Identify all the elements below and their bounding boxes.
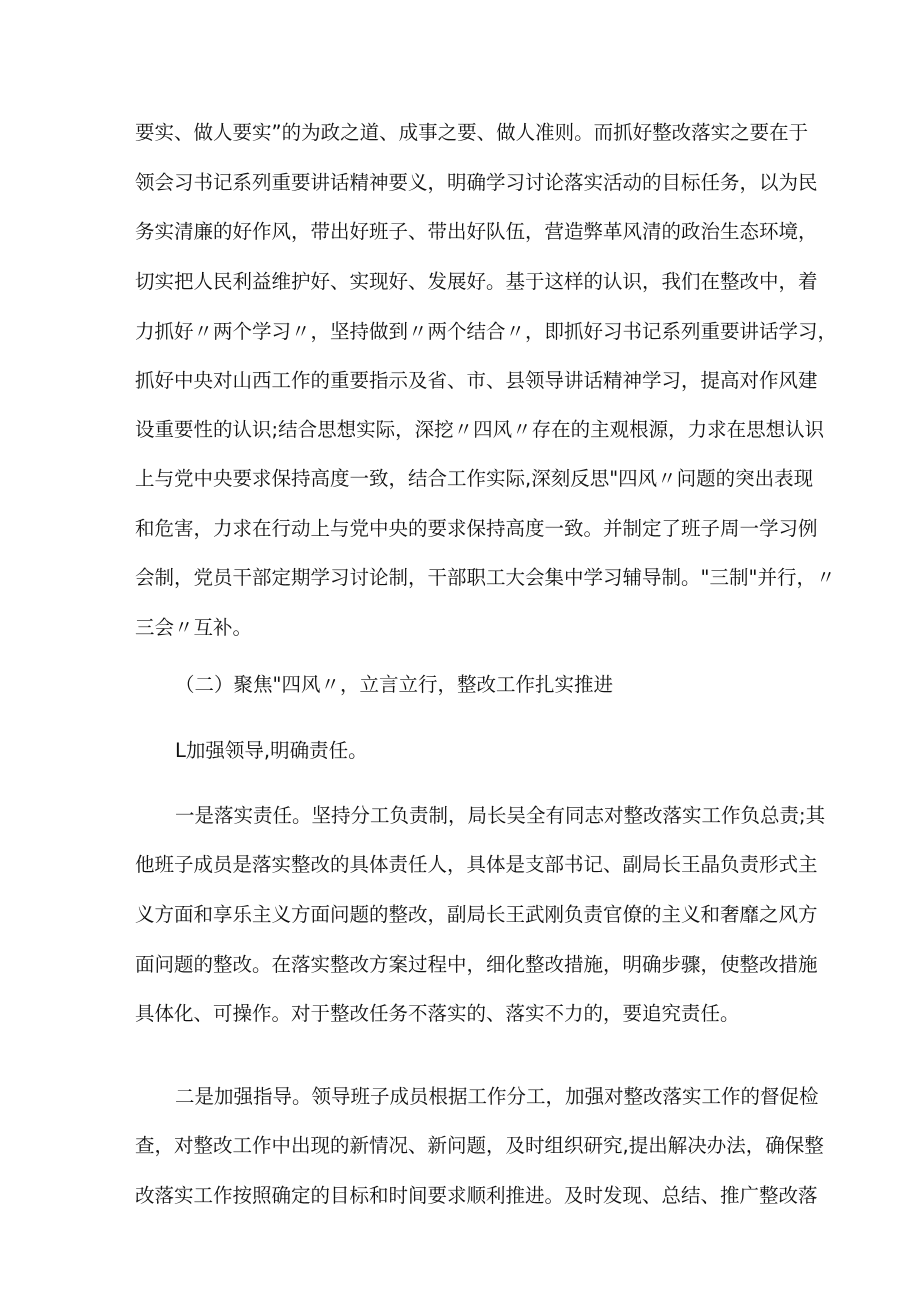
text-line: 和危害，力求在行动上与党中央的要求保持高度一致。并制定了班子周一学习例 <box>135 517 818 540</box>
text-line: 力抓好〃两个学习〃，坚持做到〃两个结合〃，即抓好习书记系列重要讲话学习， <box>135 320 838 343</box>
text-line: 会制，党员干部定期学习讨论制，干部职工大会集中学习辅导制。"三制"并行，〃 <box>135 566 836 589</box>
text-line: 务实清廉的好作风，带出好班子、带出好队伍，营造弊革风清的政治生态环境， <box>135 220 818 243</box>
text-line: 抓好中央对山西工作的重要指示及省、市、县领导讲话精神学习，提高对作风建 <box>135 369 818 392</box>
text-line: 领会习书记系列重要讲话精神要义，明确学习讨论落实活动的目标任务，以为民 <box>135 171 818 194</box>
text-line: 切实把人民利益维护好、实现好、发展好。基于这样的认识，我们在整改中，着 <box>135 270 818 293</box>
text-line: 一是落实责任。坚持分工负责制，局长吴全有同志对整改落实工作负总责;其 <box>175 804 826 827</box>
text-line: 他班子成员是落实整改的具体责任人，具体是支部书记、副局长王晶负责形式主 <box>135 853 818 876</box>
text-line: 二是加强指导。领导班子成员根据工作分工，加强对整改落实工作的督促检 <box>175 1085 819 1108</box>
text-line: 查，对整改工作中出现的新情况、新问题，及时组织研究,提出解决办法，确保整 <box>135 1134 824 1157</box>
subsection-heading: L加强领导,明确责任。 <box>175 739 368 762</box>
text-line: 三会〃互补。 <box>135 616 253 639</box>
section-heading: （二）聚焦"四风〃，立言立行，整改工作扎实推进 <box>175 673 613 696</box>
text-line: 具体化、可操作。对于整改任务不落实的、落实不力的，要追究责任。 <box>135 1002 740 1025</box>
text-line: 要实、做人要实”的为政之道、成事之要、做人准则。而抓好整改落实之要在于 <box>135 121 809 144</box>
text-line: 改落实工作按照确定的目标和时间要求顺利推进。及时发现、总结、推广整改落 <box>135 1184 818 1207</box>
text-line: 上与党中央要求保持高度一致，结合工作实际,深刻反思"四风〃问题的突出表现 <box>135 467 814 490</box>
text-line: 面问题的整改。在落实整改方案过程中，细化整改措施，明确步骤，使整改措施 <box>135 953 818 976</box>
text-line: 义方面和享乐主义方面问题的整改，副局长王武刚负责官僚的主义和奢靡之风方 <box>135 903 818 926</box>
text-line: 设重要性的认识;结合思想实际，深挖〃四风〃存在的主观根源，力求在思想认识 <box>135 418 825 441</box>
